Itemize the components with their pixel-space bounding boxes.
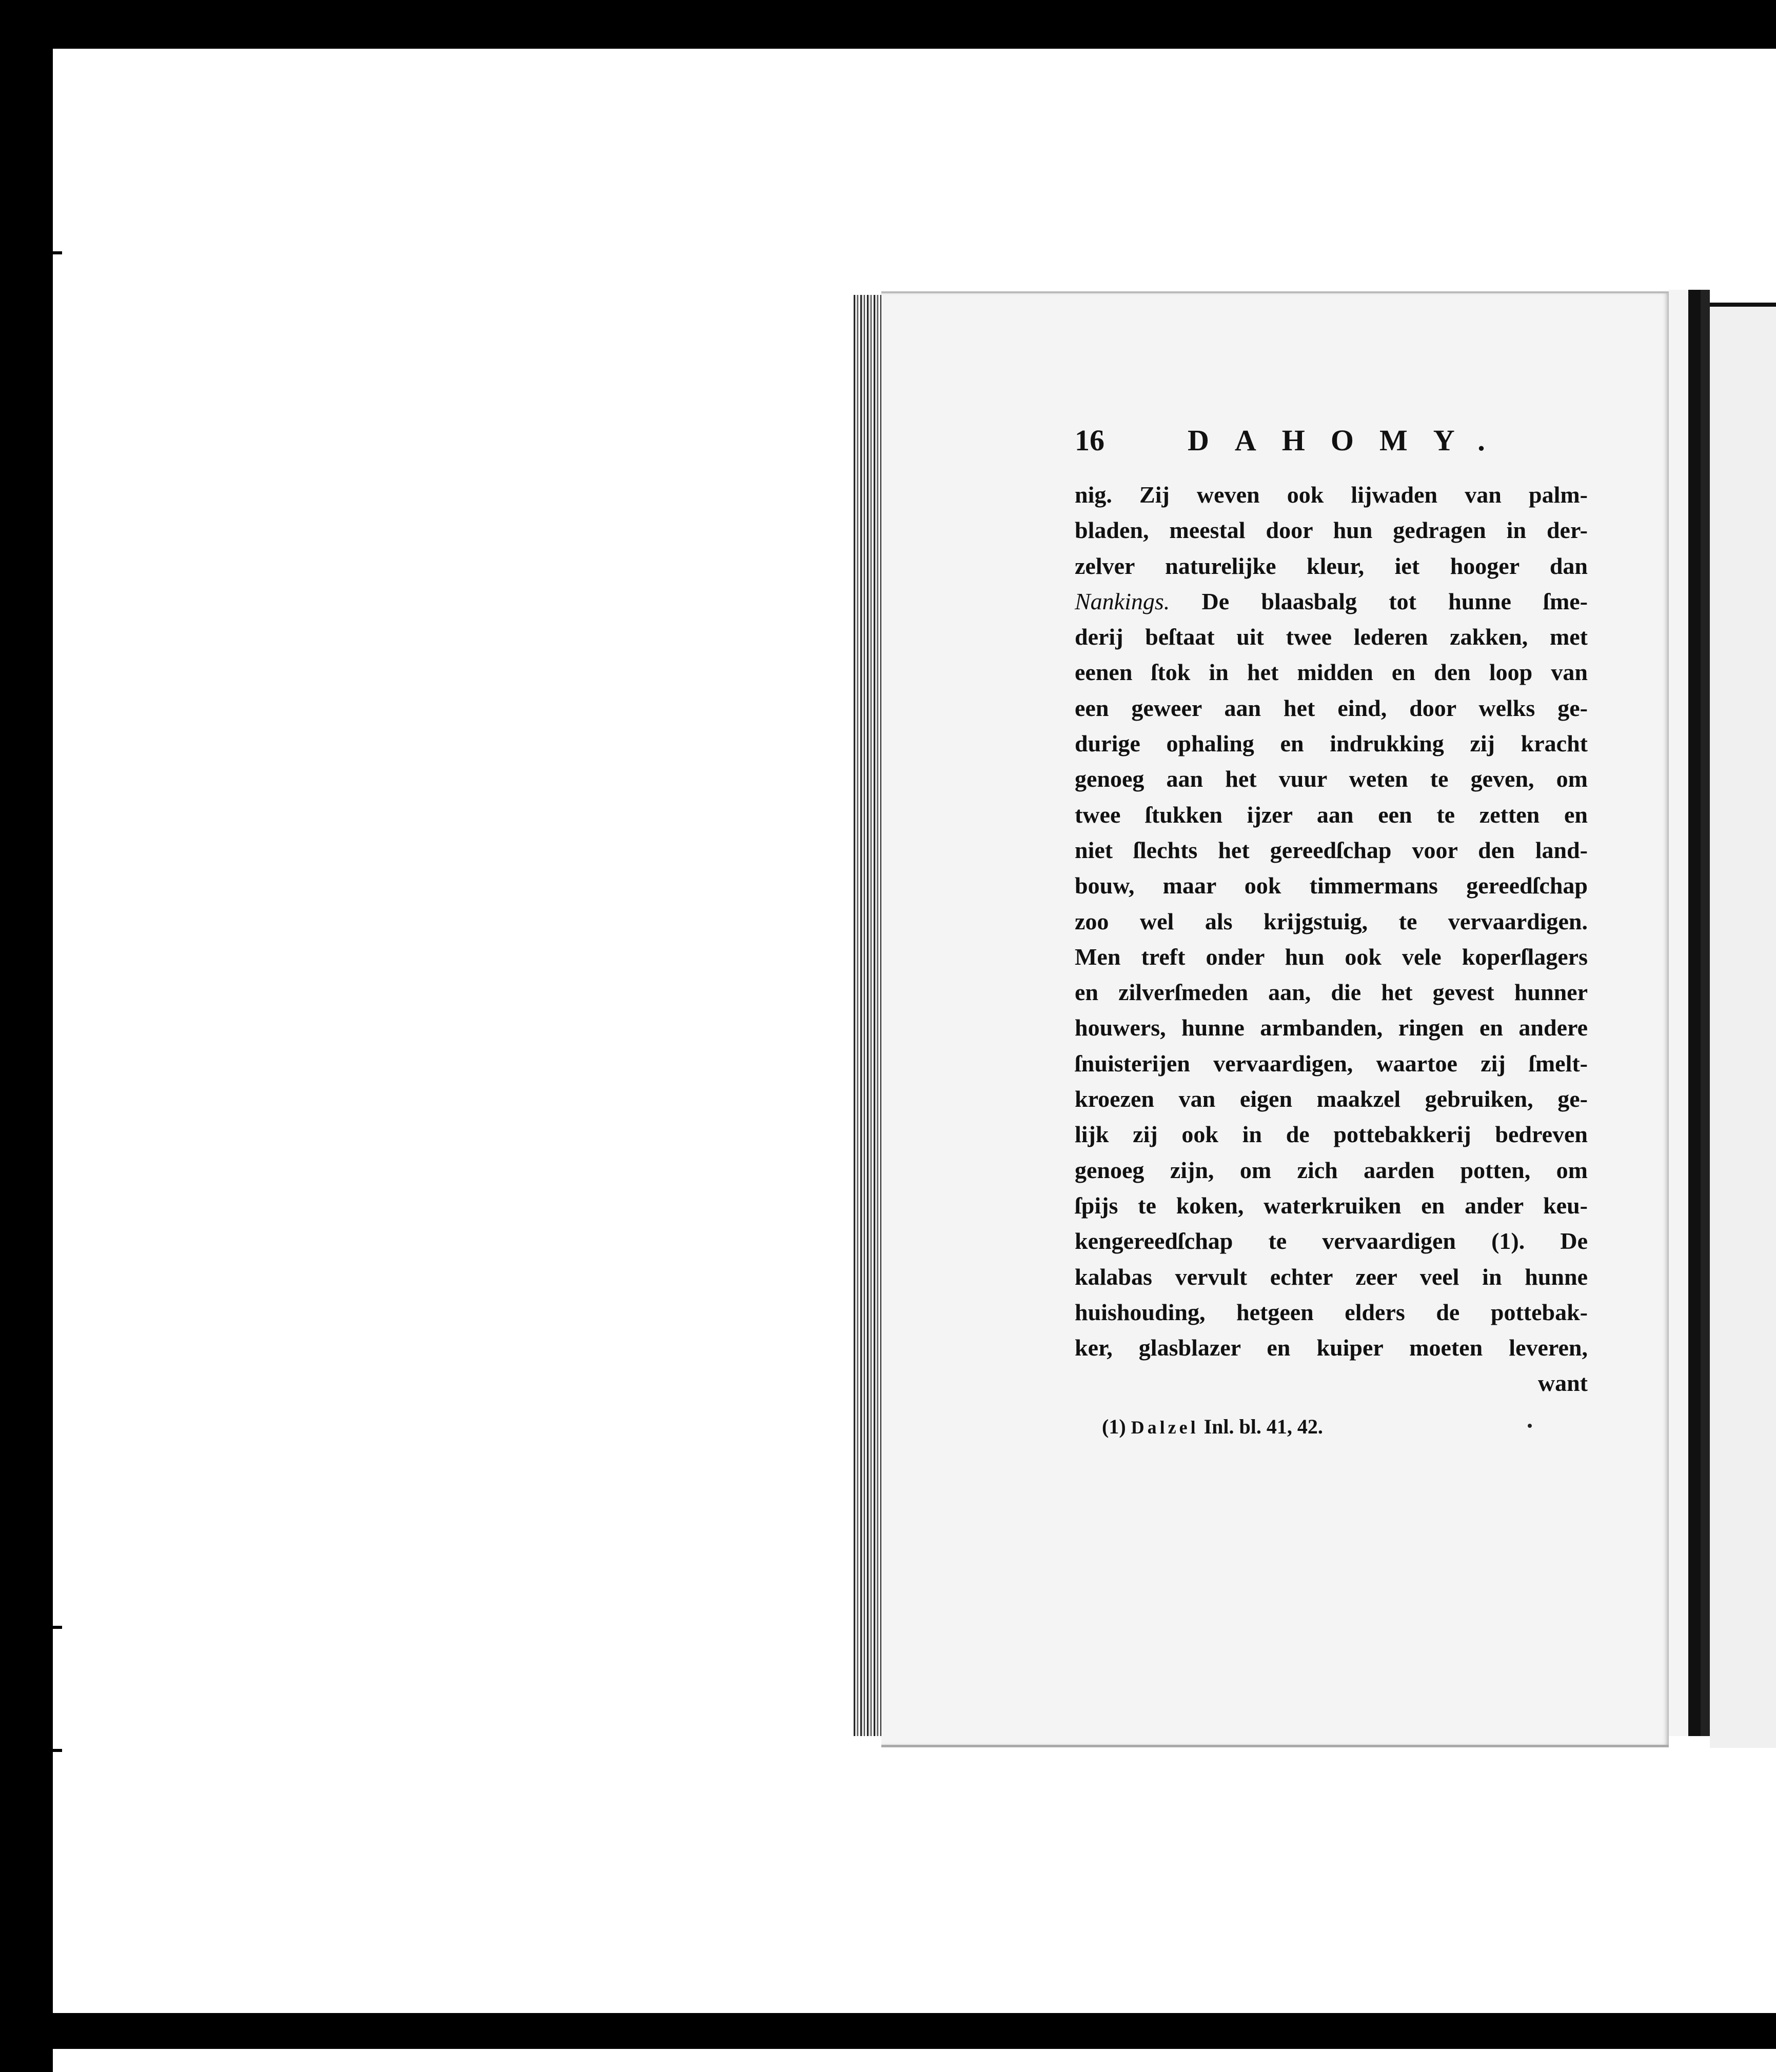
text-line: kengereedſchap te vervaardigen (1). De xyxy=(1075,1228,1588,1254)
text-line: ſnuisterijen vervaardigen, waartoe zij ſmelt- xyxy=(1075,1050,1588,1077)
text-line: eenen ſtok in het midden en den loop van xyxy=(1075,659,1588,686)
text-line: nig. Zij weven ook lijwaden van palm- xyxy=(1075,482,1588,508)
text-line: zelver naturelijke kleur, iet hooger dan xyxy=(1075,552,1588,579)
catchword: want xyxy=(1537,1370,1588,1397)
page-title: DAHOMY. xyxy=(1188,424,1511,457)
scan-edge-mark xyxy=(53,251,62,254)
body-text xyxy=(1075,477,1588,1401)
facing-page xyxy=(1710,303,1776,1748)
text-line: en zilverſmeden aan, die het gevest hunner xyxy=(1075,979,1588,1006)
text-line: ker, glasblazer en kuiper moeten leveren, xyxy=(1075,1334,1588,1361)
text-line: genoeg aan het vuur weten te geven, om xyxy=(1075,766,1588,792)
page-number: 16 xyxy=(1075,424,1104,457)
text-line: kroezen van eigen maakzel gebruiken, ge- xyxy=(1075,1086,1588,1112)
footnote xyxy=(1102,1414,1564,1439)
scan-bottom-strip xyxy=(53,2049,1776,2072)
text-line: kalabas vervult echter zeer veel in hunne xyxy=(1075,1263,1588,1290)
text-line: niet ſlechts het gereedſchap voor den land- xyxy=(1075,836,1588,863)
footnote-marker: (1) xyxy=(1102,1415,1126,1438)
footnote-reference: Inl. bl. 41, 42. xyxy=(1203,1415,1323,1438)
text-line: houwers, hunne armbanden, ringen en andere xyxy=(1075,1014,1588,1041)
text-line: een geweer aan het eind, door welks ge- xyxy=(1075,694,1588,721)
text-line: derij beſtaat uit twee lederen zakken, met xyxy=(1075,624,1588,650)
footnote-author: Dalzel xyxy=(1131,1417,1199,1438)
text-line: ſpijs te koken, waterkruiken en ander keu- xyxy=(1075,1192,1588,1219)
italic-word: Nankings. xyxy=(1075,588,1170,614)
book-page-edges xyxy=(854,295,881,1736)
text-line: bouw, maar ook timmermans gereedſchap xyxy=(1075,872,1588,899)
text-line-rest: De blaasbalg tot hunne ſme- xyxy=(1170,588,1588,614)
text-line: genoeg zijn, om zich aarden potten, om xyxy=(1075,1157,1588,1183)
text-line: twee ſtukken ijzer aan een te zetten en xyxy=(1075,801,1588,828)
text-line: huishouding, hetgeen elders de pottebak- xyxy=(1075,1299,1588,1325)
text-line: bladen, meestal door hun gedragen in der- xyxy=(1075,517,1588,544)
running-head xyxy=(1075,423,1603,469)
text-line: durige ophaling en indrukking zij kracht xyxy=(1075,730,1588,757)
ink-speck xyxy=(1528,1424,1532,1428)
text-line: Men treft onder hun ook vele koperſlagers xyxy=(1075,943,1588,970)
book-gutter xyxy=(1669,290,1710,1736)
text-line: zoo wel als krijgstuig, te vervaardigen. xyxy=(1075,908,1588,934)
text-line xyxy=(1075,584,1588,619)
scan-edge-mark xyxy=(53,1626,62,1629)
scan-edge-mark xyxy=(53,1749,62,1752)
text-line: lijk zij ook in de pottebakkerij bedreven xyxy=(1075,1121,1588,1148)
